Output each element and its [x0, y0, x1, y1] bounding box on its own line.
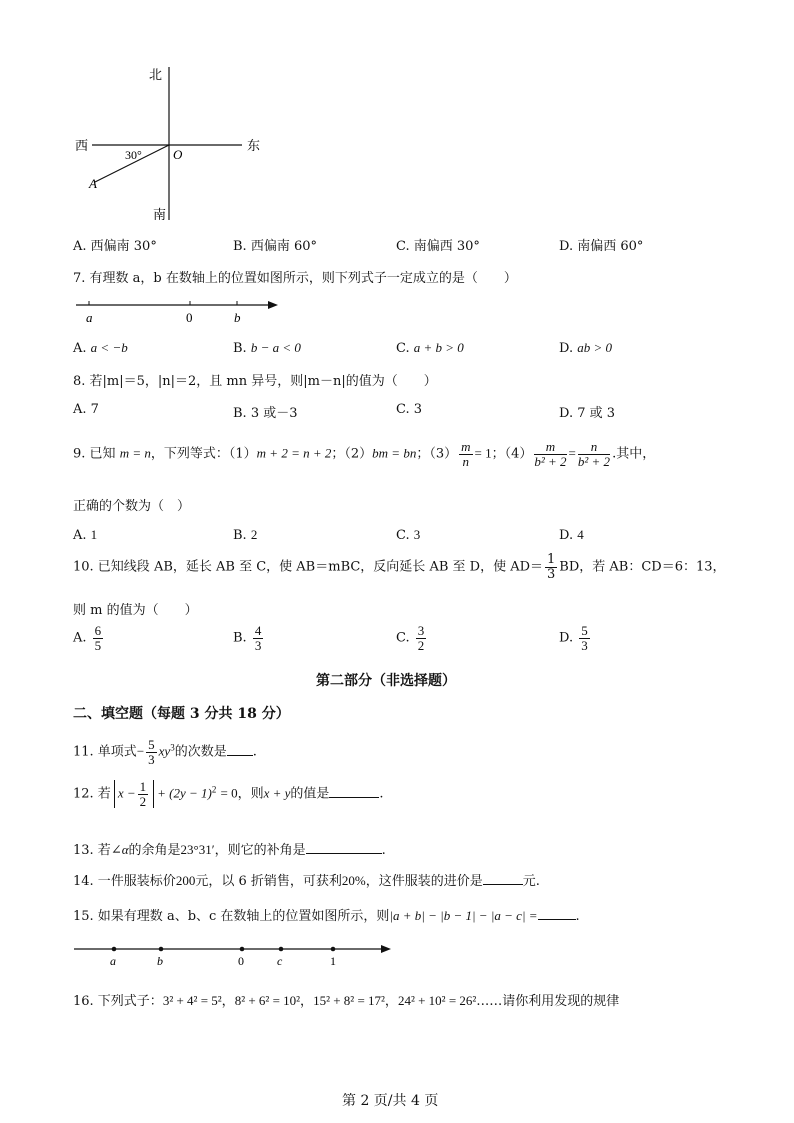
q7-axis-b: b — [234, 310, 241, 325]
q15-number-line — [73, 939, 395, 969]
label-point-a: A — [89, 176, 97, 191]
q15-axis-b: b — [157, 954, 163, 968]
q7-option-a[interactable]: A. a < −b — [73, 340, 128, 356]
q9-option-a[interactable]: A. 1 — [73, 527, 98, 543]
q7-option-c[interactable]: C. a + b > 0 — [396, 340, 464, 356]
label-south: 南 — [153, 208, 167, 223]
q13-answer-blank[interactable] — [306, 841, 382, 854]
q6-option-b[interactable]: B. 西偏南 60° — [233, 239, 317, 254]
q8-option-c[interactable]: C. 3 — [396, 402, 423, 417]
q12: 12. 若 x − $\frac{1}{2}$ + $(2y - 1)^2 = 0$，则x + y的值是 . — [73, 779, 384, 809]
q15-axis-one: 1 — [330, 954, 336, 968]
label-east: 东 — [247, 139, 261, 154]
q9-line2: 正确的个数为（ ） — [73, 499, 191, 514]
q14: 14. 一件服装标价200元，以 6 折销售，可获利20%，这件服装的进价是 元. — [73, 873, 540, 889]
q9-option-b[interactable]: B. 2 — [233, 527, 258, 543]
q7-stem: 7. 有理数 a，b 在数轴上的位置如图所示，则下列式子一定成立的是（ ） — [73, 271, 517, 286]
label-origin: O — [173, 147, 183, 162]
q10-stem: 10. 已知线段 AB，延长 AB 至 C，使 AB＝mBC，反向延长 AB 至 D，使 AD＝ $\frac{1}{3}$ BD，若 AB：CD＝6：13， — [73, 552, 726, 582]
q10-option-a[interactable]: A. $\frac{6}{5}$ — [73, 623, 102, 653]
q14-answer-blank[interactable] — [483, 872, 523, 885]
q6-option-d[interactable]: D. 南偏西 60° — [559, 239, 644, 254]
q10-option-c[interactable]: C. $\frac{3}{2}$ — [396, 623, 425, 653]
q7-option-d[interactable]: D. ab > 0 — [559, 340, 613, 356]
q7-number-line — [73, 295, 283, 327]
q10-option-d[interactable]: D. $\frac{5}{3}$ — [559, 623, 588, 653]
q15-axis-c: c — [277, 954, 283, 968]
q9-option-d[interactable]: D. 4 — [559, 527, 584, 543]
label-west: 西 — [75, 139, 89, 154]
q8-option-a[interactable]: A. 7 — [73, 402, 99, 417]
q8-option-d[interactable]: D. 7 或 3 — [559, 406, 616, 421]
label-angle: 30° — [125, 148, 142, 162]
part2-title: 第二部分（非选择题） — [316, 673, 456, 689]
q15: 15. 如果有理数 a、b、c 在数轴上的位置如图所示，则|a + b| − |b − 1| − |a − c| = . — [73, 908, 580, 924]
q6-option-a[interactable]: A. 西偏南 30° — [73, 239, 157, 254]
q8-option-b[interactable]: B. 3 或－3 — [233, 406, 298, 421]
q7-option-b[interactable]: B. b − a < 0 — [233, 340, 301, 356]
q8-stem: 8. 若|m|＝5，|n|＝2，且 mn 异号，则|m－n|的值为（ ） — [73, 374, 437, 389]
label-north: 北 — [149, 68, 163, 83]
q15-answer-blank[interactable] — [538, 907, 576, 920]
page-footer: 第 2 页/共 4 页 — [342, 1093, 439, 1109]
q9-option-c[interactable]: C. 3 — [396, 527, 421, 543]
q7-axis-a: a — [86, 310, 93, 325]
q11-answer-blank[interactable] — [227, 743, 253, 756]
q15-axis-zero: 0 — [238, 954, 244, 968]
compass-diagram — [70, 62, 270, 227]
section2-title: 二、填空题（每题 3 分共 18 分） — [73, 706, 290, 722]
q11: 11. 单项式− $\frac{5}{3}$ $xy^3$的次数是 . — [73, 737, 257, 767]
q10-option-b[interactable]: B. $\frac{4}{3}$ — [233, 623, 262, 653]
q7-axis-zero: 0 — [186, 310, 193, 325]
q9-stem: 9. 已知 m = n，下列等式：（1）m + 2 = n + 2；（2）bm = bn；（3） $\frac{m}{n}$ = 1；（4） $\frac{m}{\text{b² + 2}}$ = $\frac{n}{\text{b² + 2}}$ .其中， — [73, 439, 656, 469]
q13: 13. 若∠α的余角是23°31′，则它的补角是 . — [73, 842, 386, 858]
q10-line2: 则 m 的值为（ ） — [73, 603, 198, 618]
q6-option-c[interactable]: C. 南偏西 30° — [396, 239, 480, 254]
q15-axis-a: a — [110, 954, 116, 968]
q16: 16. 下列式子：3² + 4² = 5²，8² + 6² = 10²，15² + 8² = 17²，24² + 10² = 26²……请你利用发现的规律 — [73, 993, 620, 1009]
q12-answer-blank[interactable] — [329, 785, 379, 798]
